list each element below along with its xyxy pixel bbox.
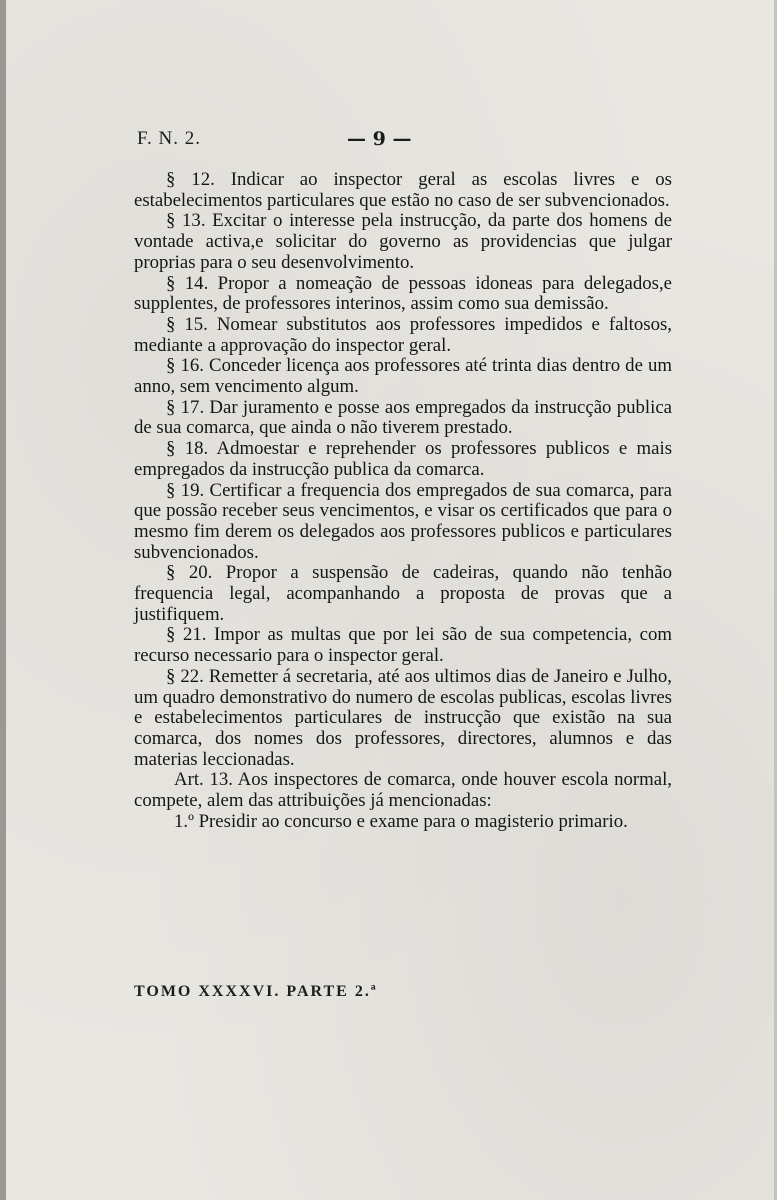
- paragraph-article-13: Art. 13. Aos inspectores de comarca, onde houver escola normal, compete, alem das attribuições já mencionadas:: [134, 769, 672, 812]
- paragraph-section-15: § 15. Nomear substitutos aos professores impedidos e faltosos, mediante a approvação do inspector geral.: [134, 313, 672, 356]
- paragraph-section-19: § 19. Certificar a frequencia dos empregados de sua comarca, para que possão receber seus vencimentos, e visar os certificados que para o mesmo fim derem os delegados aos professores publicos e particulares subvencionados.: [134, 479, 672, 563]
- volume-footer: TOMO XXXXVI. PARTE 2.ª: [134, 983, 378, 1000]
- page-number: — 9 —: [347, 128, 412, 150]
- paragraph-section-20: § 20. Propor a suspensão de cadeiras, quando não tenhão frequencia legal, acompanhando a proposta de provas que a justifiquem.: [134, 562, 672, 625]
- paragraph-section-13: § 13. Excitar o interesse pela instrucção, da parte dos homens de vontade activa,e solicitar do governo as providencias que julgar proprias para o seu desenvolvimento.: [134, 210, 672, 273]
- paragraph-section-14: § 14. Propor a nomeação de pessoas idoneas para delegados,e supplentes, de professores interinos, assim como sua demissão.: [134, 272, 672, 315]
- paragraph-section-17: § 17. Dar juramento e posse aos empregados da instrucção publica de sua comarca, que ainda o não tiverem prestado.: [134, 396, 672, 439]
- printer-signature: F. N. 2.: [137, 128, 202, 149]
- paragraph-item-1: 1.º Presidir ao concurso e exame para o magisterio primario.: [174, 810, 628, 832]
- paragraph-section-22: § 22. Remetter á secretaria, até aos ultimos dias de Janeiro e Julho, um quadro demonstrativo do numero de escolas publicas, escolas livres e estabelecimentos particulares de instrucção que existão na sua comarca, dos nomes dos professores, directores, alumnos e das materias leccionadas.: [134, 665, 672, 770]
- paragraph-section-16: § 16. Conceder licença aos professores até trinta dias dentro de um anno, sem vencimento algum.: [134, 355, 672, 398]
- body-text: [134, 170, 672, 833]
- paragraph-section-18: § 18. Admoestar e reprehender os professores publicos e mais empregados da instrucção publica da comarca.: [134, 438, 672, 480]
- page-header: [137, 128, 677, 160]
- paragraph-section-12: § 12. Indicar ao inspector geral as escolas livres e os estabelecimentos particulares que estão no caso de ser subvencionados.: [134, 169, 672, 211]
- paragraph-section-21: § 21. Impor as multas que por lei são de sua competencia, com recurso necessario para o inspector geral.: [134, 624, 672, 667]
